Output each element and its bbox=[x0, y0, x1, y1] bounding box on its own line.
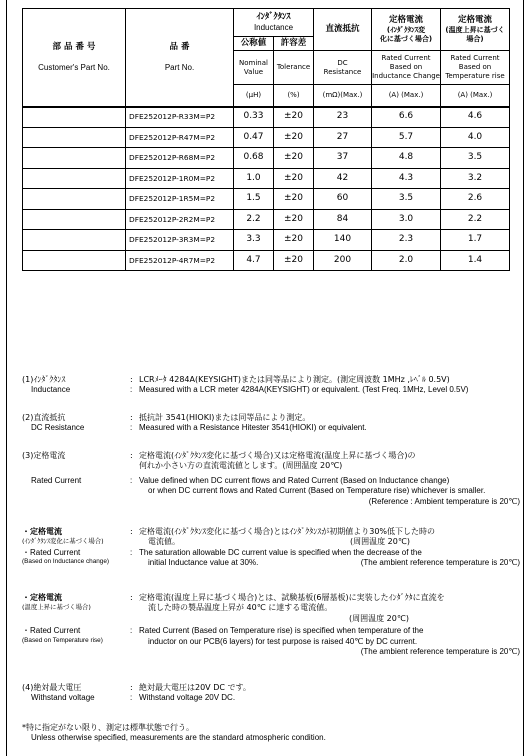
note-withstand-voltage bbox=[22, 683, 520, 704]
rated-current-temperature-cell: 2.2 bbox=[441, 209, 510, 230]
note2-jp: 抵抗計 3541(HIOKI)または同等品により測定。 bbox=[139, 413, 311, 422]
header-rated1-en1: Rated Current bbox=[381, 54, 431, 63]
header-part-jp: 品 番 bbox=[169, 41, 190, 52]
note6-label-jp: (4)絶対最大電圧 bbox=[22, 683, 82, 692]
part-number-cell: DFE252012P-3R3M=P2 bbox=[126, 230, 234, 251]
header-inductance-en: Inductance bbox=[253, 22, 294, 32]
header-tolerance-jp: 許容差 bbox=[280, 38, 307, 49]
tolerance-cell: ±20 bbox=[274, 209, 314, 230]
nominal-value-cell: 1.0 bbox=[234, 168, 274, 189]
note5-jp3: (周囲温度 20℃) bbox=[349, 613, 409, 623]
rated-current-temperature-cell: 3.5 bbox=[441, 148, 510, 169]
tolerance-cell: ±20 bbox=[274, 148, 314, 169]
note5-label-en-sub: (Based on Temperature rise) bbox=[22, 636, 103, 644]
note3-en1: Value defined when DC current flows and Rated Current (Based on Inductance change) bbox=[139, 475, 450, 485]
header-nominal-en1: Nominal bbox=[239, 58, 268, 67]
rated-current-inductance-cell: 6.6 bbox=[372, 107, 441, 128]
note5-jp1: 定格電流(温度上昇に基づく場合)とは、試験基板(6層基板)に実装したｲﾝﾀﾞｸﾀに直流を bbox=[139, 593, 445, 602]
note3-jp2: 何れか小さい方の直流電流値とします。(周囲温度 20℃) bbox=[139, 461, 343, 471]
customer-cell bbox=[23, 209, 126, 230]
note5-label-jp: ・定格電流 bbox=[22, 593, 62, 602]
table-row bbox=[23, 107, 510, 128]
header-rated2-unit: (A) (Max.) bbox=[457, 90, 493, 99]
note5-label-jp-sub: (温度上昇に基づく場合) bbox=[22, 603, 91, 612]
header-rated1-unit: (A) (Max.) bbox=[388, 90, 424, 99]
note4-en2: initial Inductance value at 30%. bbox=[148, 558, 259, 568]
colon: : bbox=[130, 693, 133, 703]
customer-cell bbox=[23, 189, 126, 210]
note1-en: Measured with a LCR meter 4284A(KEYSIGHT) or equivalent. (Test Freq. 1MHz, Level 0.5V) bbox=[139, 385, 469, 395]
header-tolerance-unit: (%) bbox=[287, 90, 300, 99]
header-customer-en: Customer's Part No. bbox=[38, 62, 110, 72]
note4-en2-right: (The ambient reference temperature is 20℃) bbox=[360, 558, 520, 568]
header-nominal-unit: (μH) bbox=[245, 90, 262, 99]
header-rated2-jp: 定格電流 bbox=[458, 15, 493, 26]
note5-label-en: ・Rated Current bbox=[22, 626, 81, 636]
header-tolerance-en-cell bbox=[274, 51, 314, 85]
header-part-en: Part No. bbox=[164, 62, 195, 72]
customer-cell bbox=[23, 250, 126, 271]
colon: : bbox=[130, 475, 133, 485]
note4-label-jp-sub: (ｲﾝﾀﾞｸﾀﾝｽ変化に基づく場合) bbox=[22, 537, 104, 546]
header-rated2-sub1: (温度上昇に基づく bbox=[445, 26, 505, 35]
note6-en: Withstand voltage 20V DC. bbox=[139, 693, 236, 703]
header-rated1-sub2: 化に基づく場合) bbox=[379, 34, 433, 43]
header-rated1-en-cell bbox=[372, 51, 441, 85]
customer-cell bbox=[23, 127, 126, 148]
part-number-cell: DFE252012P-2R2M=P2 bbox=[126, 209, 234, 230]
colon: : bbox=[130, 423, 133, 433]
rated-current-inductance-cell: 2.3 bbox=[372, 230, 441, 251]
rated-current-inductance-cell: 4.8 bbox=[372, 148, 441, 169]
table-row bbox=[23, 148, 510, 169]
header-rated2-en1: Rated Current bbox=[450, 54, 500, 63]
note4-label-jp: ・定格電流 bbox=[22, 527, 62, 536]
part-number-cell: DFE252012P-R68M=P2 bbox=[126, 148, 234, 169]
spec-table bbox=[22, 8, 510, 271]
note3-label-en: Rated Current bbox=[31, 475, 82, 485]
header-rated1-jp: 定格電流 bbox=[389, 15, 424, 26]
note3-en3: (Reference : Ambient temperature is 20℃) bbox=[368, 496, 520, 506]
header-rated2-jp-cell bbox=[441, 9, 510, 51]
colon: : bbox=[130, 451, 133, 460]
note5-en2: inductor on our PCB(6 layers) for test purpose is raised 40℃ by DC current. bbox=[148, 636, 418, 646]
dc-resistance-cell: 37 bbox=[314, 148, 372, 169]
colon: : bbox=[130, 527, 133, 536]
header-tolerance-unit-cell bbox=[274, 85, 314, 107]
header-customer-jp: 部 品 番 号 bbox=[52, 41, 96, 52]
header-dc-en-cell bbox=[314, 51, 372, 85]
table-row bbox=[23, 189, 510, 210]
header-rated1-unit-cell bbox=[372, 85, 441, 107]
note1-label-en: Inductance bbox=[31, 385, 71, 395]
dc-resistance-cell: 23 bbox=[314, 107, 372, 128]
header-nominal-unit-cell bbox=[234, 85, 274, 107]
rated-current-temperature-cell: 1.4 bbox=[441, 250, 510, 271]
part-number-cell: DFE252012P-4R7M=P2 bbox=[126, 250, 234, 271]
note5-jp2: 流した時の製品温度上昇が 40℃ に達する電流値。 bbox=[148, 603, 333, 613]
header-nominal-jp: 公称値 bbox=[240, 38, 267, 49]
dc-resistance-cell: 140 bbox=[314, 230, 372, 251]
header-nominal-en2: Value bbox=[243, 67, 264, 76]
final-note-en: Unless otherwise specified, measurements are the standard atmospheric condition. bbox=[31, 733, 326, 743]
dc-resistance-cell: 60 bbox=[314, 189, 372, 210]
header-dc-jp-cell bbox=[314, 9, 372, 51]
tolerance-cell: ±20 bbox=[274, 168, 314, 189]
part-number-cell: DFE252012P-R33M=P2 bbox=[126, 107, 234, 128]
header-customer-part-no bbox=[23, 9, 126, 107]
part-number-cell: DFE252012P-1R5M=P2 bbox=[126, 189, 234, 210]
header-part-no bbox=[126, 9, 234, 107]
note3-en2: or when DC current flows and Rated Current (Based on Temperature rise) whichever is smaller. bbox=[148, 486, 486, 496]
colon: : bbox=[130, 683, 133, 692]
colon: : bbox=[130, 375, 133, 384]
note2-label-en: DC Resistance bbox=[31, 423, 85, 433]
nominal-value-cell: 1.5 bbox=[234, 189, 274, 210]
note5-en1: Rated Current (Based on Temperature rise) is specified when temperature of the bbox=[139, 626, 424, 636]
note4-jp2-right: (周囲温度 20℃) bbox=[350, 537, 410, 547]
note2-en: Measured with a Resistance Hitester 3541(HIOKI) or equivalent. bbox=[139, 423, 367, 433]
note-inductance bbox=[22, 375, 520, 396]
header-tolerance-jp-cell bbox=[274, 37, 314, 51]
note1-label-jp: (1)ｲﾝﾀﾞｸﾀﾝｽ bbox=[22, 375, 66, 384]
nominal-value-cell: 0.47 bbox=[234, 127, 274, 148]
rated-current-temperature-cell: 1.7 bbox=[441, 230, 510, 251]
tolerance-cell: ±20 bbox=[274, 189, 314, 210]
note3-jp1: 定格電流(ｲﾝﾀﾞｸﾀﾝｽ変化に基づく場合)又は定格電流(温度上昇に基づく場合)の bbox=[139, 451, 416, 460]
rated-current-inductance-cell: 4.3 bbox=[372, 168, 441, 189]
table-row bbox=[23, 168, 510, 189]
rated-current-inductance-cell: 5.7 bbox=[372, 127, 441, 148]
note-rated-current-inductance bbox=[22, 527, 520, 569]
table-row bbox=[23, 209, 510, 230]
colon: : bbox=[130, 626, 133, 636]
customer-cell bbox=[23, 107, 126, 128]
tolerance-cell: ±20 bbox=[274, 107, 314, 128]
dc-resistance-cell: 27 bbox=[314, 127, 372, 148]
header-rated2-en2: Based on bbox=[458, 63, 492, 72]
rated-current-temperature-cell: 3.2 bbox=[441, 168, 510, 189]
note6-label-en: Withstand voltage bbox=[31, 693, 95, 703]
dc-resistance-cell: 42 bbox=[314, 168, 372, 189]
header-rated2-sub2: 場合) bbox=[466, 34, 484, 43]
dc-resistance-cell: 84 bbox=[314, 209, 372, 230]
header-rated1-jp-cell bbox=[372, 9, 441, 51]
tolerance-cell: ±20 bbox=[274, 127, 314, 148]
header-rated1-en2: Based on bbox=[389, 63, 423, 72]
note4-en1: The saturation allowable DC current value is specified when the decrease of the bbox=[139, 547, 422, 557]
rated-current-inductance-cell: 3.5 bbox=[372, 189, 441, 210]
header-rated1-en3: Inductance Change bbox=[372, 71, 440, 80]
note-rated-current-temperature bbox=[22, 593, 520, 657]
note-rated-current bbox=[22, 451, 520, 507]
tolerance-cell: ±20 bbox=[274, 250, 314, 271]
note3-label-jp: (3)定格電流 bbox=[22, 451, 66, 460]
rated-current-temperature-cell: 4.0 bbox=[441, 127, 510, 148]
rated-current-inductance-cell: 2.0 bbox=[372, 250, 441, 271]
table-row bbox=[23, 230, 510, 251]
header-tolerance-en: Tolerance bbox=[276, 63, 311, 72]
tolerance-cell: ±20 bbox=[274, 230, 314, 251]
nominal-value-cell: 0.33 bbox=[234, 107, 274, 128]
part-number-cell: DFE252012P-1R0M=P2 bbox=[126, 168, 234, 189]
final-note-jp: *特に指定がない限り、測定は標準状態で行う。 bbox=[22, 723, 194, 732]
colon: : bbox=[130, 593, 133, 602]
customer-cell bbox=[23, 148, 126, 169]
note5-en3: (The ambient reference temperature is 20℃) bbox=[360, 646, 520, 656]
header-dc-unit-cell bbox=[314, 85, 372, 107]
header-nominal-jp-cell bbox=[234, 37, 274, 51]
header-rated1-sub1: (ｲﾝﾀﾞｸﾀﾝｽ変 bbox=[386, 26, 426, 35]
note2-label-jp: (2)直流抵抗 bbox=[22, 413, 66, 422]
header-dc-en2: Resistance bbox=[323, 67, 362, 76]
header-inductance-jp: ｲﾝﾀﾞｸﾀﾝｽ bbox=[256, 12, 291, 23]
table-body bbox=[23, 107, 510, 271]
rated-current-temperature-cell: 2.6 bbox=[441, 189, 510, 210]
note4-label-en: ・Rated Current bbox=[22, 547, 81, 557]
nominal-value-cell: 2.2 bbox=[234, 209, 274, 230]
standard-condition-note bbox=[22, 723, 520, 744]
colon: : bbox=[130, 385, 133, 395]
header-rated2-en-cell bbox=[441, 51, 510, 85]
customer-cell bbox=[23, 230, 126, 251]
header-nominal-en-cell bbox=[234, 51, 274, 85]
rated-current-inductance-cell: 3.0 bbox=[372, 209, 441, 230]
header-rated2-unit-cell bbox=[441, 85, 510, 107]
customer-cell bbox=[23, 168, 126, 189]
note4-label-en-sub: (Based on Inductance change) bbox=[22, 558, 110, 566]
header-rated2-en3: Temperature rise bbox=[445, 71, 505, 80]
part-number-cell: DFE252012P-R47M=P2 bbox=[126, 127, 234, 148]
rated-current-temperature-cell: 4.6 bbox=[441, 107, 510, 128]
nominal-value-cell: 3.3 bbox=[234, 230, 274, 251]
colon: : bbox=[130, 547, 133, 557]
nominal-value-cell: 0.68 bbox=[234, 148, 274, 169]
table-row bbox=[23, 250, 510, 271]
note6-jp: 絶対最大電圧は20V DC です。 bbox=[139, 683, 251, 692]
note4-jp2: 電流値。 bbox=[148, 537, 180, 547]
header-dc-jp: 直流抵抗 bbox=[325, 24, 360, 35]
note4-jp1: 定格電流(ｲﾝﾀﾞｸﾀﾝｽ変化に基づく場合)とはｲﾝﾀﾞｸﾀﾝｽが初期値より30%低下した時の bbox=[139, 527, 436, 536]
header-dc-unit: (mΩ)(Max.) bbox=[322, 90, 363, 99]
header-dc-en1: DC bbox=[337, 58, 348, 67]
table-row bbox=[23, 127, 510, 148]
note-dc-resistance bbox=[22, 413, 520, 434]
header-inductance bbox=[234, 9, 314, 37]
note1-jp: LCRﾒｰﾀ 4284A(KEYSIGHT)または同等品により測定。(測定周波数 1MHz ,ﾚﾍﾞﾙ 0.5V) bbox=[139, 375, 450, 384]
nominal-value-cell: 4.7 bbox=[234, 250, 274, 271]
colon: : bbox=[130, 413, 133, 422]
dc-resistance-cell: 200 bbox=[314, 250, 372, 271]
